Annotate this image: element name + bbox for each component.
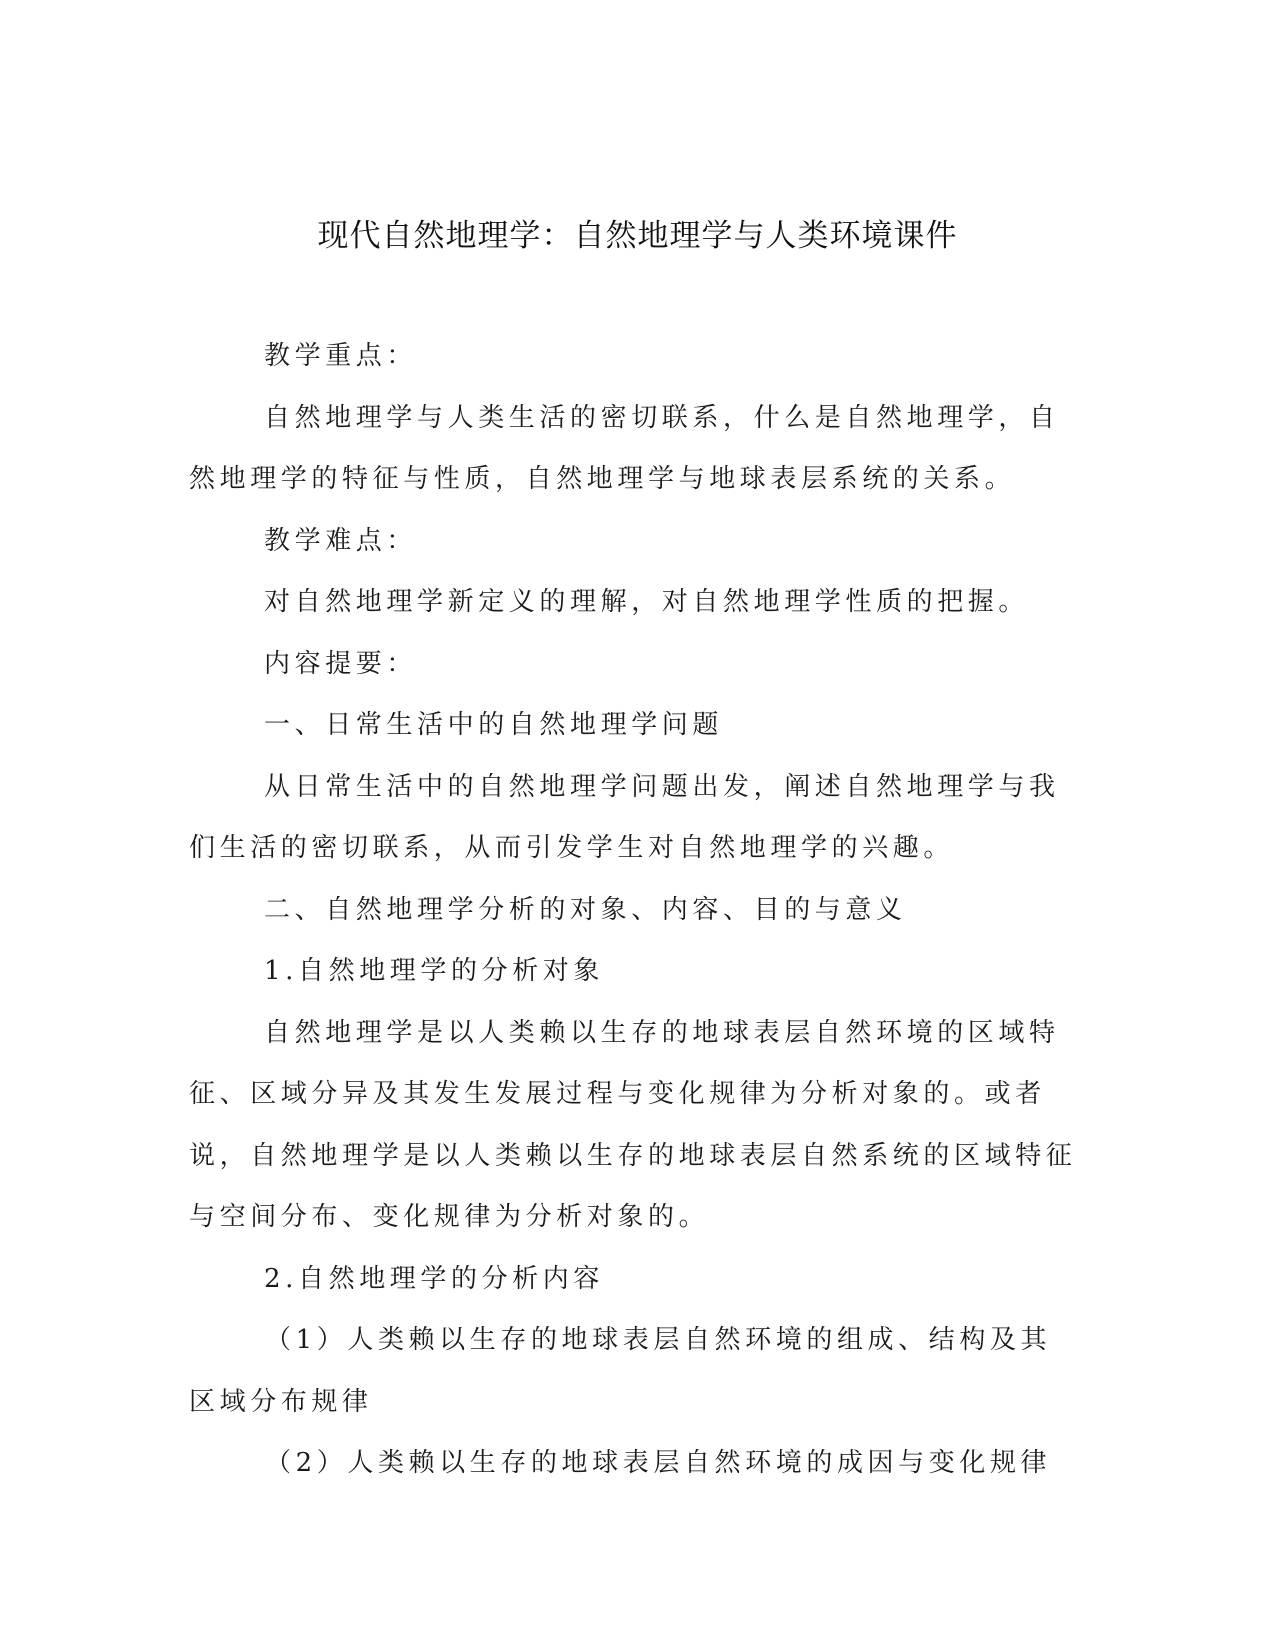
paragraph-analysis-object: 自然地理学是以人类赖以生存的地球表层自然环境的区域特征、区域分异及其发生发展过程与变化规律为分析对象的。或者说，自然地理学是以人类赖以生存的地球表层自然系统的区域特征与空间分布、变化规律为分析对象的。	[189, 1017, 1077, 1232]
section-heading-2: 二、自然地理学分析的对象、内容、目的与意义	[264, 894, 907, 925]
paragraph-teaching-focus-heading: 教学重点：	[264, 341, 418, 371]
paragraph-section-1: 从日常生活中的自然地理学问题出发，阐述自然地理学与我们生活的密切联系，从而引发学生对自然地理学的兴趣。	[189, 771, 1060, 863]
paragraph-summary-heading: 内容提要：	[264, 648, 418, 679]
subsection-heading-1: 1.自然地理学的分析对象	[264, 956, 605, 986]
page-title: 现代自然地理学：自然地理学与人类环境课件	[317, 218, 958, 254]
list-item-2: （2）人类赖以生存的地球表层自然环境的成因与变化规律	[265, 1448, 1052, 1478]
paragraph-teaching-focus: 自然地理学与人类生活的密切联系，什么是自然地理学，自然地理学的特征与性质，自然地理学与地球表层系统的关系。	[189, 402, 1060, 494]
document-body	[189, 326, 1079, 1495]
section-heading-1: 一、日常生活中的自然地理学问题	[264, 710, 724, 740]
list-item-1: （1）人类赖以生存的地球表层自然环境的组成、结构及其区域分布规律	[189, 1325, 1052, 1417]
paragraph-teaching-difficulty: 对自然地理学新定义的理解，对自然地理学性质的把握。	[264, 587, 1030, 617]
subsection-heading-2: 2.自然地理学的分析内容	[264, 1263, 605, 1294]
paragraph-teaching-difficulty-heading: 教学难点：	[264, 525, 418, 556]
